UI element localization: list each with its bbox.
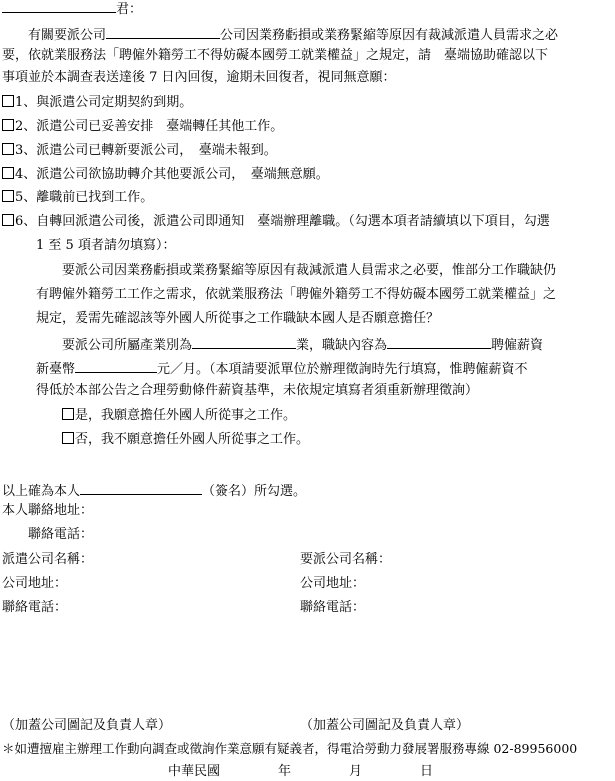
option-3-checkbox[interactable] <box>2 143 14 155</box>
option-1-checkbox[interactable] <box>2 95 14 107</box>
option-4: 4、派遣公司欲協助轉介其他要派公司， 臺端無意願。 <box>2 167 329 183</box>
confirm-line: 以上確為本人 （簽名）所勾選。 <box>2 484 307 499</box>
job-content-field[interactable] <box>387 336 491 349</box>
client-company-field[interactable] <box>106 26 220 39</box>
option-1: 1、與派遣公司定期契約到期。 <box>2 95 192 111</box>
personal-address-label: 本人聯絡地址： <box>2 503 94 518</box>
section6-para1-line1: 要派公司因業務虧損或業務緊縮等原因有裁減派遣人員需求之必要，惟部分工作職缺仍 <box>62 263 557 278</box>
dispatch-company-phone-label: 聯絡電話： <box>2 600 68 615</box>
personal-phone-label: 聯絡電話： <box>28 527 94 542</box>
dispatch-company-address-label: 公司地址： <box>2 576 68 591</box>
intro-line-3: 事項並於本調查表送達後 7 日內回復，逾期未回復者，視同無意願： <box>2 70 396 85</box>
intro-line-2: 要，依就業服務法「聘僱外籍勞工不得妨礙本國勞工就業權益」之規定，請 臺端協助確認以下 <box>2 48 549 63</box>
option-2: 2、派遣公司已妥善安排 臺端轉任其他工作。 <box>2 119 283 135</box>
footnote: ＊如遭擅雇主辦理工作動向調查或徵詢作業意願有疑義者，得電洽勞動力發展署服務專線 02-89956000 <box>2 741 578 756</box>
date-line <box>168 764 433 780</box>
addressee-suffix: 君： <box>116 2 143 17</box>
option-5: 5、離職前已找到工作。 <box>2 190 153 206</box>
option-3: 3、派遣公司已轉新要派公司， 臺端未報到。 <box>2 143 277 159</box>
option-5-checkbox[interactable] <box>2 190 14 202</box>
answer-no-checkbox[interactable] <box>62 432 74 444</box>
answer-yes-checkbox[interactable] <box>62 408 74 420</box>
option-2-checkbox[interactable] <box>2 119 14 131</box>
section6-para1-line3: 規定，爰需先確認該等外國人所從事之工作職缺本國人是否願意擔任？ <box>36 311 440 326</box>
industry-field[interactable] <box>192 336 296 349</box>
addressee-name-field[interactable] <box>2 0 116 13</box>
option-6-checkbox[interactable] <box>2 214 14 226</box>
salary-field[interactable] <box>75 360 157 373</box>
dispatch-seal-note: （加蓋公司圖記及負責人章） <box>2 718 172 733</box>
date-era: 中華民國 <box>168 764 221 779</box>
dispatch-company-name-label: 派遣公司名稱： <box>2 552 94 567</box>
section6-para1-line2: 有聘僱外籍勞工工作之需求，依就業服務法「聘僱外籍勞工不得妨礙本國勞工就業權益」之 <box>36 287 557 302</box>
addressee-line <box>2 0 142 18</box>
signature-field[interactable] <box>80 482 202 495</box>
intro-line-1: 有關要派公司 公司因業務虧損或業務緊縮等原因有裁減派遣人員需求之必 <box>28 28 559 43</box>
date-day: 日 <box>420 764 434 779</box>
answer-no: 否，我不願意擔任外國人所從事之工作。 <box>62 432 309 448</box>
section6-para2-line3: 得低於本部公告之合理勞動條件薪資基準，未依規定填寫者須重新辦理徵詢） <box>36 383 479 398</box>
section6-para2-line1: 要派公司所屬產業別為 業，職缺內容為 聘僱薪資 <box>62 338 544 353</box>
option-6-continued: 1 至 5 項者請勿填寫）： <box>36 238 176 253</box>
option-4-checkbox[interactable] <box>2 167 14 179</box>
client-seal-note: （加蓋公司圖記及負責人章） <box>300 718 470 733</box>
client-company-phone-label: 聯絡電話： <box>300 600 366 615</box>
answer-yes: 是，我願意擔任外國人所從事之工作。 <box>62 408 296 424</box>
client-company-address-label: 公司地址： <box>300 576 366 591</box>
client-company-name-label: 要派公司名稱： <box>300 552 392 567</box>
option-6: 6、自轉回派遣公司後，派遣公司即通知 臺端辦理離職。（勾選本項者請續填以下項目，勾選 <box>2 214 550 230</box>
section6-para2-line2: 新臺幣 元／月。（本項請要派單位於辦理徵詢時先行填寫，惟聘僱薪資不 <box>36 362 528 377</box>
date-year: 年 <box>278 764 292 779</box>
date-month: 月 <box>349 764 363 779</box>
